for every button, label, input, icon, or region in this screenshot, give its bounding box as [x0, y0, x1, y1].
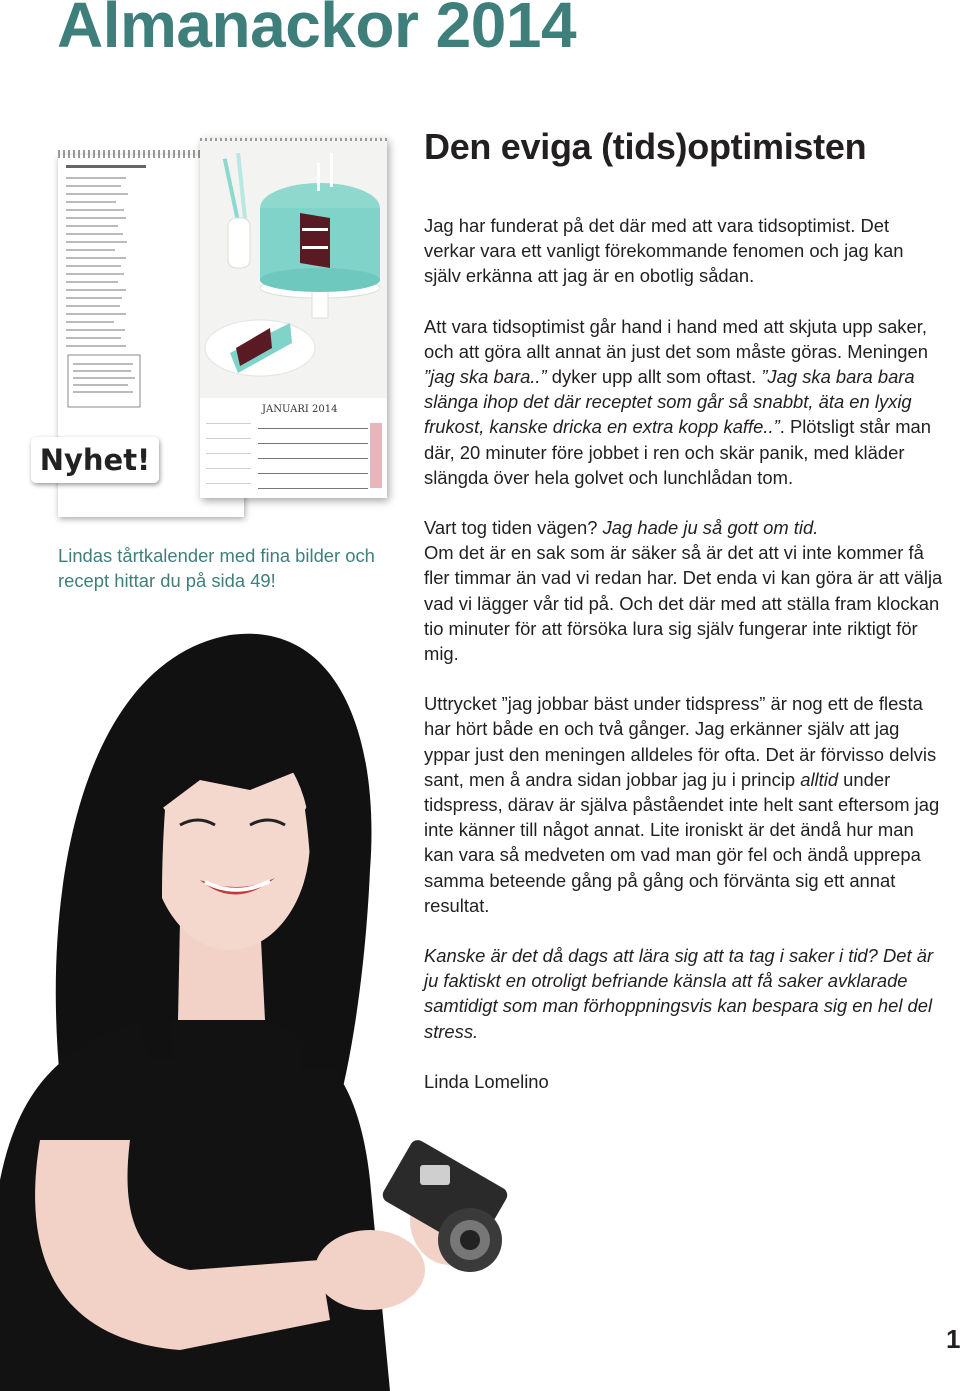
calendar-caption: Lindas tårtkalender med fina bilder och recept hittar du på sida 49!	[58, 545, 375, 591]
calendar-spiral	[200, 138, 387, 141]
paragraph-1: Jag har funderat på det där med att vara tidsoptimist. Det verkar vara ett vanligt förekommande fenomen och jag kan själv erkänna att jag är en obotlig sådan.	[424, 215, 904, 287]
new-badge-label: Nyhet!	[39, 443, 151, 477]
page-title: Almanackor 2014	[57, 0, 577, 61]
calendar-month-label: JANUARI 2014	[262, 404, 338, 415]
paragraph-5: Kanske är det då dags att lära sig att ta tag i saker i tid? Det är ju faktiskt en otroligt befriande känsla att få saker avklarade samtidigt som man förhoppningsvis kan bespara sig en hel del stress.	[424, 945, 934, 1042]
paragraph-4: Uttrycket ”jag jobbar bäst under tidspress” är nog ett de flesta har hört både en och två gånger. Jag erkänner själv att jag yppar just den meningen alldeles för ofta. Det är förvisso delvis sant, men å andra sidan jobbar jag ju i princip alltid under tidspress, därav är själva påståendet inte helt sant eftersom jag inte känner till något annat. Lite ironiskt är det ändå hur man kan vara så medveten om vad man gör fel och ändå upprepa samma beteende gång på gång och förvänta sig ett annat resultat.	[424, 693, 940, 916]
page-number: 1	[946, 1324, 960, 1354]
cake-photo	[200, 138, 387, 498]
paragraph-2: Att vara tidsoptimist går hand i hand med att skjuta upp saker, och att göra allt annat än just det som måste göras. Meningen ”jag ska bara..” dyker upp allt som oftast. ”Jag ska bara bara slänga ihop det där receptet som går så snabbt, äta en lyxig frukost, kanske dricka en extra kopp kaffe..”. Plötsligt står man där, 20 minuter före jobbet i ren och skär panik, med kläder slängda över hela golvet och lunchlådan tom.	[424, 315, 931, 488]
article-title: Den eviga (tids)optimisten	[424, 126, 867, 167]
calendar-front-page	[200, 138, 387, 498]
signature: Linda Lomelino	[424, 1070, 549, 1092]
new-badge	[31, 437, 159, 483]
article-body	[424, 213, 944, 1119]
paragraph-3: Vart tog tiden vägen? Jag hade ju så gott om tid. Om det är en sak som är säker så är det att vi inte kommer få fler timmar än vad vi redan har. Det enda vi kan göra är att välja vad vi lägger vår tid på. Och det där med att ställa fram klockan tio minuter för att försöka lura sig själv fungerar inte riktigt för mig.	[424, 517, 943, 665]
